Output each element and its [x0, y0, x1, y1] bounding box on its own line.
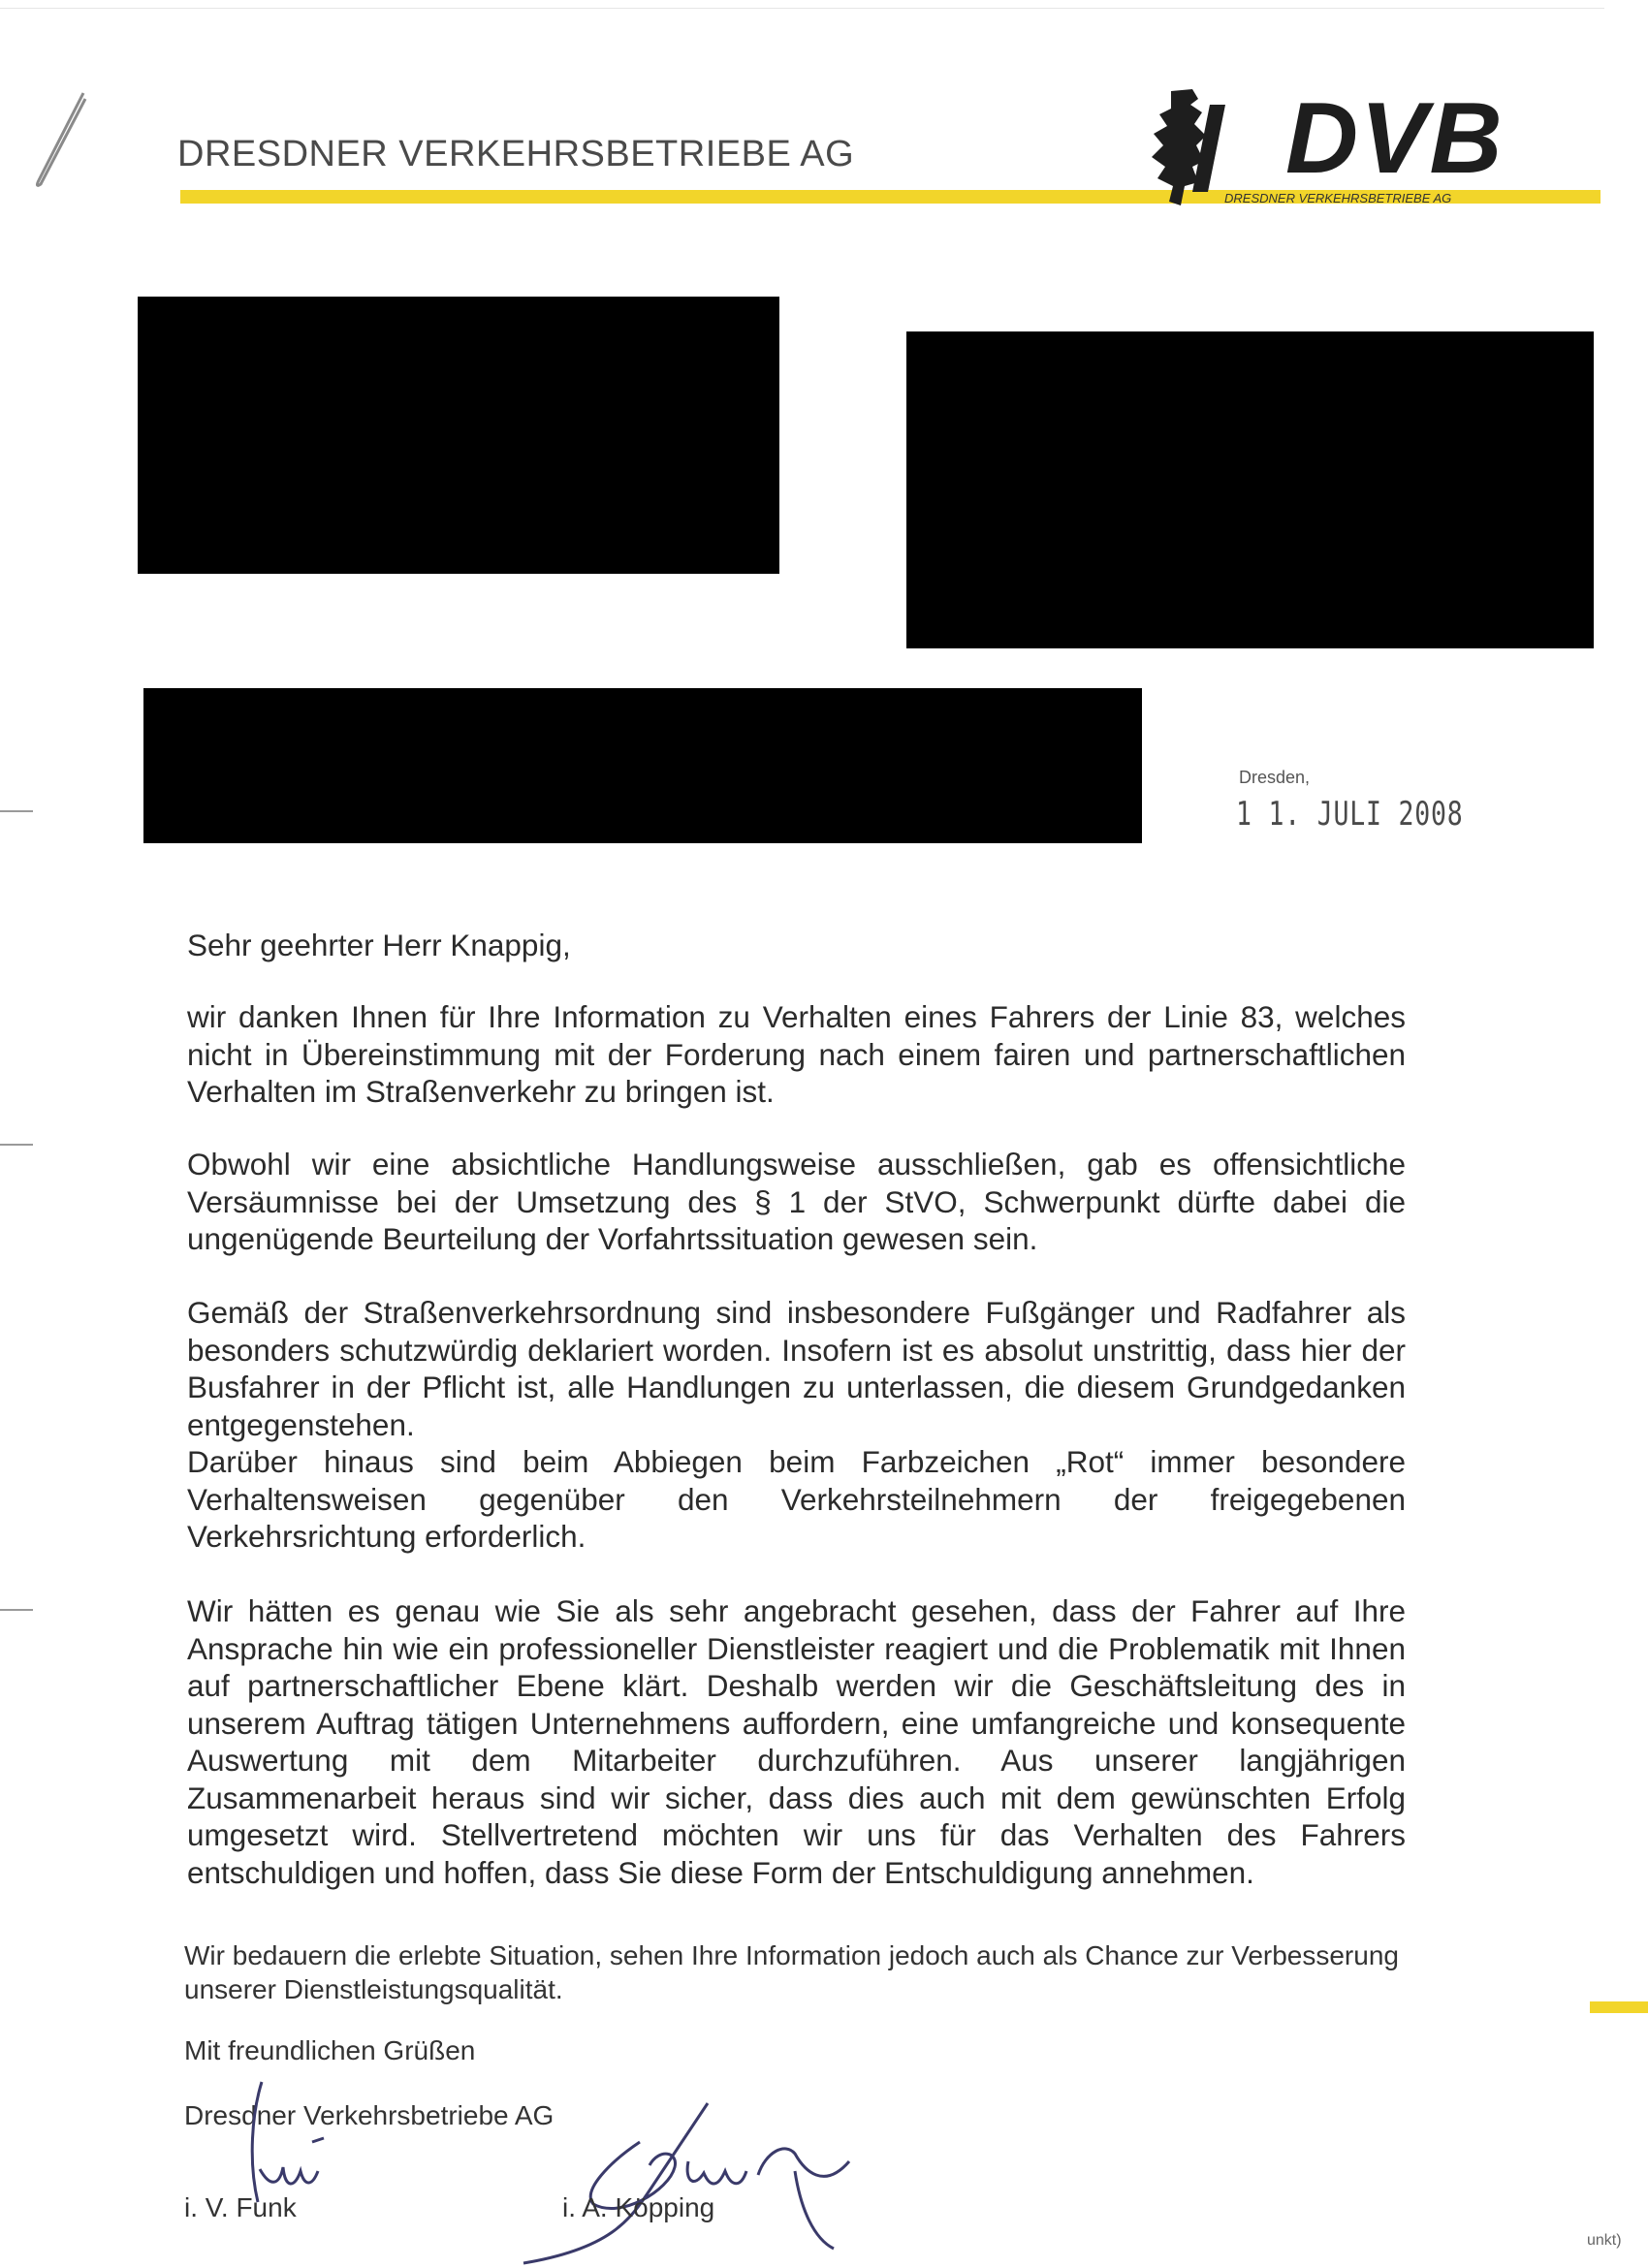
- paragraph: Wir hätten es genau wie Sie als sehr angebracht gesehen, dass der Fahrer auf Ihre Ansprache hin wie ein professioneller Dienstleister reagiert und die Problematik mit Ihnen auf partnerschaftlicher Ebene klärt. Deshalb werden wir die Geschäftsleitung des in unserem Auftrag tätigen Unternehmens auffordern, eine umfangreiche und konsequente Auswertung mit dem Mitarbeiter durchzuführen. Aus unserer langjährigen Zusammenarbeit heraus sind wir sicher, dass dies auch mit dem gewünschten Erfolg umgesetzt wird. Stellvertretend möchten wir uns für das Verhalten des Fahrers entschuldigen und hoffen, dass Sie diese Form der Entschuldigung annehmen.: [187, 1593, 1406, 1890]
- paragraph: Darüber hinaus sind beim Abbiegen beim Farbzeichen „Rot“ immer besondere Verhaltensweisen gegenüber den Verkehrsteilnehmern der freigegebenen Verkehrsrichtung erforderlich.: [187, 1444, 1406, 1554]
- scan-top-edge: [0, 0, 1604, 9]
- sender-name: Dresdner Verkehrsbetriebe AG: [184, 2100, 555, 2130]
- redacted-recipient-block: [906, 331, 1594, 648]
- margin-mark: [0, 810, 33, 812]
- redacted-sender-block: [138, 297, 779, 574]
- closing: Mit freundlichen Grüßen: [184, 2035, 476, 2065]
- logo-subtitle: DRESDNER VERKEHRSBETRIEBE AG: [1224, 191, 1452, 205]
- signature-koepping: [504, 2084, 872, 2268]
- edge-yellow-mark: [1590, 2001, 1648, 2013]
- company-name: DRESDNER VERKEHRSBETRIEBE AG: [177, 134, 855, 174]
- salutation: Sehr geehrter Herr Knappig,: [187, 928, 571, 962]
- redacted-reference-block: [143, 688, 1142, 843]
- logo-wordmark: DVB: [1285, 82, 1505, 195]
- signature-left-name: i. V. Funk: [184, 2192, 297, 2222]
- margin-mark: [0, 1144, 33, 1146]
- paperclip-mark: [27, 87, 95, 194]
- signature-right-name: i. A. Köpping: [562, 2192, 715, 2222]
- paragraph: Gemäß der Straßenverkehrsordnung sind insbesondere Fußgänger und Radfahrer als besonders schutzwürdig deklariert worden. Insofern ist es absolut unstrittig, dass hier der Busfahrer in der Pflicht ist, alle Handlungen zu unterlassen, die diesem Grundgedanken entgegenstehen.: [187, 1295, 1406, 1442]
- dateline-place: Dresden,: [1239, 768, 1311, 787]
- paragraph: Wir bedauern die erlebte Situation, sehen Ihre Information jedoch auch als Chance zur Verbesserung unserer Dienstleistungsqualität.: [184, 1940, 1399, 2004]
- lion-emblem-icon: [1142, 85, 1229, 209]
- dvb-logo: [1142, 82, 1520, 211]
- paragraph: wir danken Ihnen für Ihre Information zu Verhalten eines Fahrers der Linie 83, welches nicht in Übereinstimmung mit der Forderung nach einem fairen und partnerschaftlichen Verhalten im Straßenverkehr zu bringen ist.: [187, 999, 1406, 1109]
- margin-mark: [0, 1609, 33, 1611]
- date-stamp: 1 1. JULI 2008: [1236, 795, 1464, 834]
- footer-edge-text: unkt): [1587, 2232, 1622, 2249]
- paragraph: Obwohl wir eine absichtliche Handlungsweise ausschließen, gab es offensichtliche Versäumnisse bei der Umsetzung des § 1 der StVO, Schwerpunkt dürfte dabei die ungenügende Beurteilung der Vorfahrtssituation gewesen sein.: [187, 1147, 1406, 1256]
